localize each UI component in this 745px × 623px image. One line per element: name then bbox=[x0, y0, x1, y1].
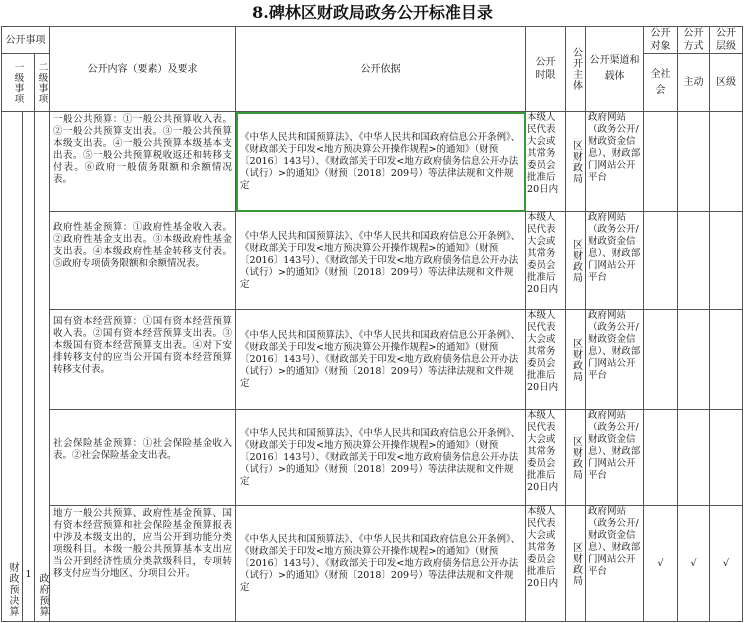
time-limit-cell: 本级人民代表大会或其常务委员会批准后20日内 bbox=[526, 112, 566, 212]
header-channel: 公开渠道和载体 bbox=[586, 27, 644, 112]
header-method-sub: 主动 bbox=[678, 54, 710, 112]
level-cell bbox=[710, 212, 743, 310]
subject-cell: 区财政局 bbox=[566, 112, 586, 212]
content-cell: 一般公共预算：①一般公共预算收入表。②一般公共预算支出表。③一般公共预算本级支出表。④一般公共预算本级基本支出表。⑤一般公共预算税收返还和转移支付表。⑥政府一般债务限额和余额情况表。 bbox=[50, 112, 236, 212]
page-title: 8.碑林区财政局政务公开标准目录 bbox=[252, 3, 493, 22]
table-row bbox=[2, 310, 743, 410]
content-cell: 政府性基金预算：①政府性基金收入表。②政府性基金支出表。③本级政府性基金支出表。④本级政府性基金转移支付表。⑤政府专项债务限额和余额情况表。 bbox=[50, 212, 236, 310]
header-row-1 bbox=[2, 27, 743, 54]
header-content: 公开内容（要素）及要求 bbox=[50, 27, 236, 112]
header-object-sub: 全社会 bbox=[644, 54, 678, 112]
method-cell bbox=[678, 212, 710, 310]
object-cell bbox=[644, 212, 678, 310]
object-cell bbox=[644, 310, 678, 410]
subject-cell: 区财政局 bbox=[566, 212, 586, 310]
level-cell: √ bbox=[710, 506, 743, 622]
object-cell bbox=[644, 410, 678, 506]
content-cell: 地方一般公共预算、政府性基金预算、国有资本经营预算和社会保险基金预算报表中涉及本级支出的，应当公开到功能分类项级科目。本级一般公共预算基本支出应当公开到经济性质分类款级科目，专项转移支付应当分地区、分项目公开。 bbox=[50, 506, 236, 622]
basis-cell: 《中华人民共和国预算法》、《中华人民共和国政府信息公开条例》、《财政部关于印发<地方预决算公开操作规程>的通知》（财预〔2016〕143号）、《财政部关于印发<地方政府债务信息公开办法（试行）>的通知》（财预〔2018〕209号）等法律法规和文件规定 bbox=[236, 310, 526, 410]
time-limit-cell: 本级人民代表大会或其常务委员会批准后20日内 bbox=[526, 506, 566, 622]
level-cell bbox=[710, 310, 743, 410]
level1-item: 财政预决算 bbox=[2, 112, 23, 622]
catalog-table bbox=[1, 26, 743, 622]
time-limit-cell: 本级人民代表大会或其常务委员会批准后20日内 bbox=[526, 310, 566, 410]
table-row bbox=[2, 410, 743, 506]
basis-cell: 《中华人民共和国预算法》、《中华人民共和国政府信息公开条例》、《财政部关于印发<地方预决算公开操作规程>的通知》（财预〔2016〕143号）、《财政部关于印发<地方政府债务信息公开办法（试行）>的通知》（财预〔2018〕209号）等法律法规和文件规定 bbox=[236, 212, 526, 310]
channel-cell: 政府网站（政务公开/财政资金信息）、财政部门网站公开平台 bbox=[586, 310, 644, 410]
channel-cell: 政府网站（政务公开/财政资金信息）、财政部门网站公开平台 bbox=[586, 112, 644, 212]
channel-cell: 政府网站（政务公开/财政资金信息）、财政部门网站公开平台 bbox=[586, 506, 644, 622]
basis-cell[interactable]: 《中华人民共和国预算法》、《中华人民共和国政府信息公开条例》、《财政部关于印发<地方预决算公开操作规程>的通知》（财预〔2016〕143号）、《财政部关于印发<地方政府债务信息公开办法（试行）>的通知》（财预〔2018〕209号）等法律法规和文件规定 bbox=[236, 112, 526, 212]
subject-cell: 区财政局 bbox=[566, 506, 586, 622]
basis-cell: 《中华人民共和国预算法》、《中华人民共和国政府信息公开条例》、《财政部关于印发<地方预决算公开操作规程>的通知》（财预〔2016〕143号）、《财政部关于印发<地方政府债务信息公开办法（试行）>的通知》（财预〔2018〕209号）等法律法规和文件规定 bbox=[236, 410, 526, 506]
level-cell bbox=[710, 410, 743, 506]
table-row bbox=[2, 112, 743, 212]
header-level1: 一级事项 bbox=[2, 54, 35, 112]
method-cell bbox=[678, 310, 710, 410]
subject-cell: 区财政局 bbox=[566, 410, 586, 506]
header-basis: 公开依据 bbox=[236, 27, 526, 112]
object-cell bbox=[644, 112, 678, 212]
table-row bbox=[2, 506, 743, 622]
table-row bbox=[2, 212, 743, 310]
basis-cell: 《中华人民共和国预算法》、《中华人民共和国政府信息公开条例》、《财政部关于印发<地方预决算公开操作规程>的通知》（财预〔2016〕143号）、《财政部关于印发<地方政府债务信息公开办法（试行）>的通知》（财预〔2018〕209号）等法律法规和文件规定 bbox=[236, 506, 526, 622]
method-cell: √ bbox=[678, 506, 710, 622]
channel-cell: 政府网站（政务公开/财政资金信息）、财政部门网站公开平台 bbox=[586, 212, 644, 310]
header-method: 公开方式 bbox=[678, 27, 710, 54]
level-cell bbox=[710, 112, 743, 212]
time-limit-cell: 本级人民代表大会或其常务委员会批准后20日内 bbox=[526, 410, 566, 506]
subject-cell: 区财政局 bbox=[566, 310, 586, 410]
method-cell bbox=[678, 112, 710, 212]
row-index: 1 bbox=[23, 112, 35, 622]
header-level-sub: 区级 bbox=[710, 54, 743, 112]
level2-item: 政府预算 bbox=[35, 112, 50, 622]
header-level2: 二级事项 bbox=[35, 54, 50, 112]
header-level: 公开层级 bbox=[710, 27, 743, 54]
content-cell: 社会保险基金预算：①社会保险基金收入表。②社会保险基金支出表。 bbox=[50, 410, 236, 506]
content-cell: 国有资本经营预算：①国有资本经营预算收入表。②国有资本经营预算支出表。③本级国有资本经营预算支出表。④对下安排转移支付的应当公开国有资本经营预算转移支付表。 bbox=[50, 310, 236, 410]
channel-cell: 政府网站（政务公开/财政资金信息）、财政部门网站公开平台 bbox=[586, 410, 644, 506]
header-items: 公开事项 bbox=[2, 27, 50, 54]
header-object: 公开对象 bbox=[644, 27, 678, 54]
object-cell: √ bbox=[644, 506, 678, 622]
method-cell bbox=[678, 410, 710, 506]
time-limit-cell: 本级人民代表大会或其常务委员会批准后20日内 bbox=[526, 212, 566, 310]
header-subject: 公开主体 bbox=[566, 27, 586, 112]
header-time-limit: 公开时限 bbox=[526, 27, 566, 112]
